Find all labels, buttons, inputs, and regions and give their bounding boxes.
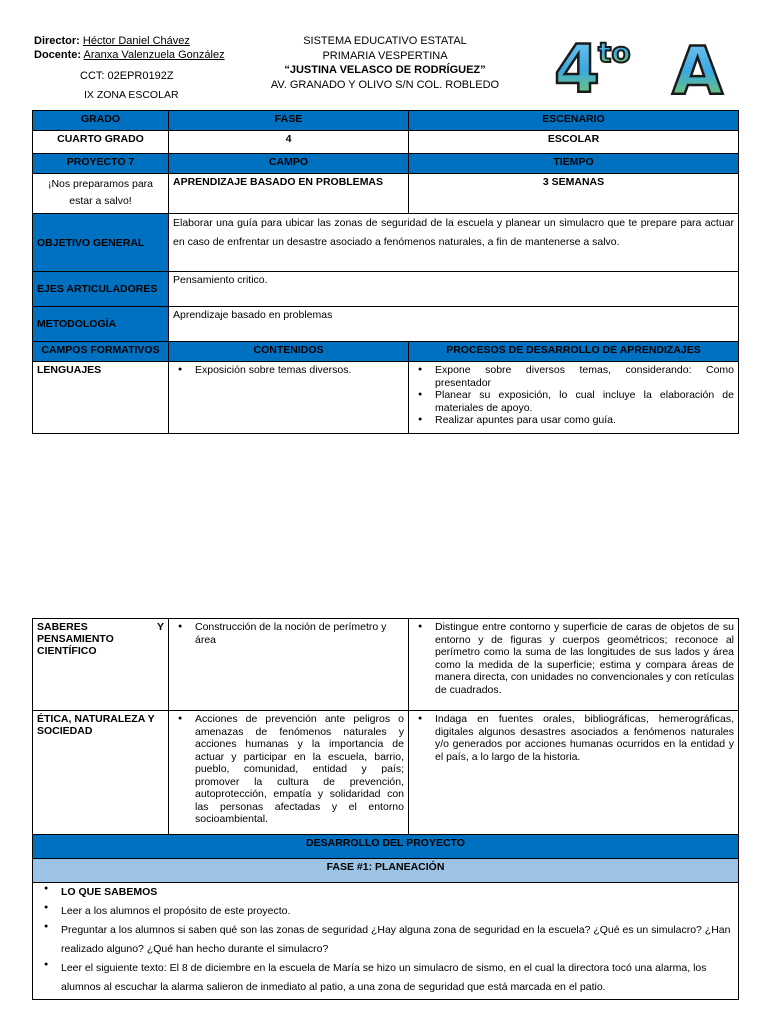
fase-header: FASE [169,111,409,131]
fase1-header: FASE #1: PLANEACIÓN [33,859,739,883]
school-info [240,34,530,92]
list-item: ● LO QUE SABEMOS [61,883,734,902]
list-item: ● Indaga en fuentes orales, bibliográficas, hemerográficas, digitales algunos desastres asociados a fenómenos naturales y/o generados por acciones humanas ocurridos en la entidad y el país, a lo largo de la historia. [435,713,734,763]
lenguajes-label: LENGUAJES [33,362,169,434]
school-name: “JUSTINA VELASCO DE RODRÍGUEZ” [284,64,486,76]
saberes-contenido [169,619,409,711]
docente-name: Aranxa Valenzuela González [83,49,225,61]
grado-value: CUARTO GRADO [33,131,169,154]
saberes-y: Y [156,621,164,633]
saberes-proceso [409,619,739,711]
campos-header: CAMPOS FORMATIVOS [33,342,169,362]
list-item: ● Distingue entre contorno y superficie de caras de objetos de su entorno y de figuras y cuerpos geométricos; reconoce al perímetro como la suma de las longitudes de sus lados y área como la medida de la superficie; estima y compara áreas de manera directa, con unidades no convencionales y con retículas de cuadrados. [435,621,734,696]
procesos-header: PROCESOS DE DESARROLLO DE APRENDIZAJES [409,342,739,362]
list-item: ● Construcción de la noción de perímetro y área [195,621,404,646]
proyecto-value: ¡Nos preparamos para estar a salvo! [33,174,169,214]
list-item: ● Acciones de prevención ante peligros o amenazas de fenómenos naturales y acciones humanas y la importancia de actuar y participar en la escuela, barrio, pueblo, comunidad, entidad y país; promover la cultura de prevención, autoprotección, empatía y solidaridad con las personas afectadas y el entorno socioambiental. [195,713,404,826]
escenario-header: ESCENARIO [409,111,739,131]
lenguajes-contenido [169,362,409,434]
metodologia-text: Aprendizaje basado en problemas [169,307,739,342]
school-type: PRIMARIA VESPERTINA [322,49,448,62]
campo-value: APRENDIZAJE BASADO EN PROBLEMAS [169,174,409,214]
list-item: ● Exposición sobre temas diversos. [195,364,404,377]
logo-superscript: to [598,36,631,69]
ejes-label: EJES ARTICULADORES [33,272,169,307]
grado-header: GRADO [33,111,169,131]
saberes-word2: PENSAMIENTO CIENTÍFICO [37,633,114,657]
proyecto-header: PROYECTO 7 [33,154,169,174]
list-item: ● Leer a los alumnos el propósito de este proyecto. [61,902,734,921]
system-name: SISTEMA EDUCATIVO ESTATAL [303,35,467,47]
docente-line [34,48,225,62]
campos-formativos-table [32,618,739,1000]
saberes-label [33,619,169,711]
header-staff [34,34,225,62]
etica-contenido [169,711,409,835]
etica-proceso [409,711,739,835]
objetivo-label: OBJETIVO GENERAL [33,214,169,272]
list-item: ● Expone sobre diversos temas, considerando: Como presentador [435,364,734,389]
metodologia-label: METODOLOGÍA [33,307,169,342]
escenario-value: ESCOLAR [409,131,739,154]
list-item: ● Leer el siguiente texto: El 8 de diciembre en la escuela de María se hizo un simulacro de sismo, en el cual la directora tocó una alarma, los alumnos al escuchar la alarma salieron de inmediato al patio, a una zona de seguridad que está marcada en el patio. [61,959,734,997]
docente-label: Docente: [34,49,82,61]
project-info-table [32,110,739,434]
tiempo-value: 3 SEMANAS [409,174,739,214]
campo-header: CAMPO [169,154,409,174]
fase-value: 4 [169,131,409,154]
school-address: AV. GRANADO Y OLIVO S/N COL. ROBLEDO [270,78,500,91]
school-zone: IX ZONA ESCOLAR [84,89,179,101]
director-line [34,34,225,48]
list-item: ● Preguntar a los alumnos si saben qué son las zonas de seguridad ¿Hay alguna zona de seguridad en la escuela? ¿Qué es un simulacro? ¿Han realizado alguno? ¿Qué han hecho durante el simulacro? [61,921,734,959]
objetivo-text: Elaborar una guía para ubicar las zonas de seguridad de la escuela y planear un simulacro que te prepare para actuar en caso de enfrentar un desastre asociado a fenómenos naturales, a fin de mantenerse a salvo. [169,214,739,272]
tiempo-header: TIEMPO [409,154,739,174]
director-label: Director: [34,35,80,47]
contenidos-header: CONTENIDOS [169,342,409,362]
list-item: ● Realizar apuntes para usar como guía. [435,414,734,427]
grade-logo [548,28,744,100]
saberes-word: SABERES [37,621,88,633]
etica-label: ÉTICA, NATURALEZA Y SOCIEDAD [33,711,169,835]
fase1-actividades [33,883,739,1000]
logo-letter: A [672,33,724,100]
cct-code: CCT: 02EPR0192Z [80,70,174,82]
ejes-text: Pensamiento critico. [169,272,739,307]
desarrollo-header: DESARROLLO DEL PROYECTO [33,835,739,859]
list-item: ● Planear su exposición, lo cual incluye la elaboración de materiales de apoyo. [435,389,734,414]
logo-number: 4 [554,31,600,100]
lenguajes-procesos [409,362,739,434]
director-name: Héctor Daniel Chávez [82,35,190,47]
